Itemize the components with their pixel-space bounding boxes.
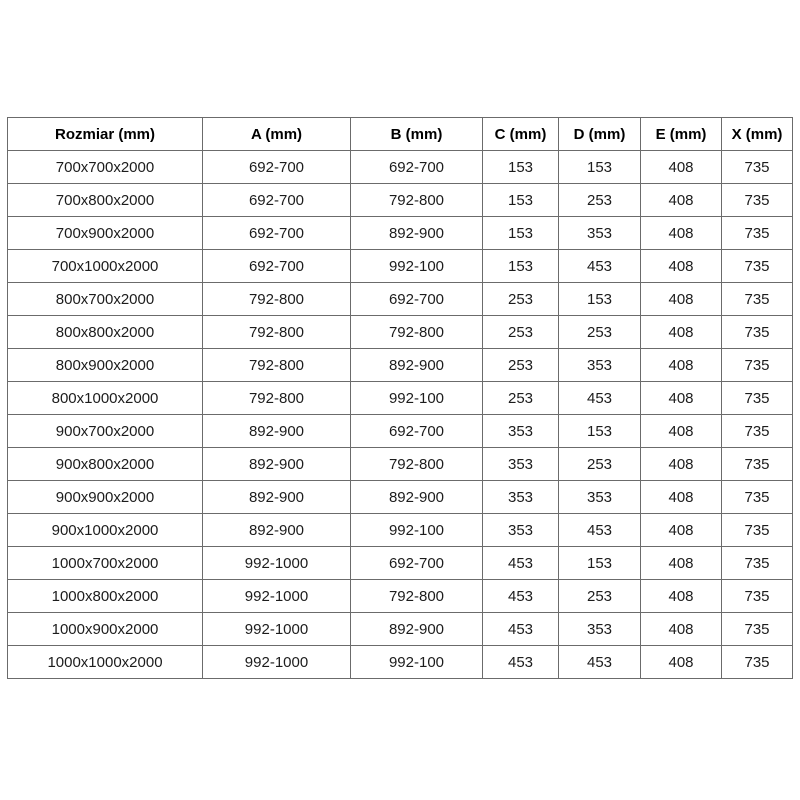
table-cell: 153 [559,547,641,580]
table-cell: 353 [483,481,559,514]
table-row [8,580,793,613]
table-cell: 792-800 [351,316,483,349]
table-row [8,283,793,316]
table-cell: 792-800 [351,580,483,613]
header-e: E (mm) [641,118,722,151]
table-cell: 700x900x2000 [8,217,203,250]
table-cell: 800x700x2000 [8,283,203,316]
table-cell: 353 [559,217,641,250]
table-cell: 153 [483,151,559,184]
table-cell: 253 [483,283,559,316]
table-cell: 900x700x2000 [8,415,203,448]
table-cell: 1000x900x2000 [8,613,203,646]
size-spec-table [7,117,793,679]
table-row [8,250,793,283]
table-cell: 892-900 [351,481,483,514]
table-cell: 735 [722,514,793,547]
table-cell: 453 [559,250,641,283]
table-row [8,514,793,547]
table-row [8,382,793,415]
header-a: A (mm) [203,118,351,151]
table-cell: 408 [641,382,722,415]
table-cell: 692-700 [203,250,351,283]
table-cell: 700x1000x2000 [8,250,203,283]
table-cell: 153 [559,415,641,448]
table-cell: 735 [722,349,793,382]
table-cell: 408 [641,613,722,646]
table-cell: 800x900x2000 [8,349,203,382]
table-row [8,646,793,679]
table-cell: 453 [559,646,641,679]
table-cell: 800x800x2000 [8,316,203,349]
table-cell: 735 [722,283,793,316]
table-cell: 353 [559,613,641,646]
table-cell: 900x900x2000 [8,481,203,514]
table-cell: 692-700 [203,151,351,184]
table-cell: 1000x700x2000 [8,547,203,580]
table-cell: 700x800x2000 [8,184,203,217]
table-cell: 992-1000 [203,613,351,646]
table-cell: 992-100 [351,514,483,547]
table-cell: 735 [722,415,793,448]
header-x: X (mm) [722,118,793,151]
table-cell: 453 [483,646,559,679]
table-cell: 735 [722,448,793,481]
table-cell: 408 [641,349,722,382]
table-cell: 253 [559,184,641,217]
table-cell: 892-900 [351,217,483,250]
table-cell: 800x1000x2000 [8,382,203,415]
table-cell: 253 [559,448,641,481]
table-cell: 408 [641,316,722,349]
table-cell: 408 [641,547,722,580]
table-cell: 353 [483,415,559,448]
table-cell: 735 [722,250,793,283]
table-cell: 992-1000 [203,646,351,679]
table-row [8,316,793,349]
table-cell: 353 [483,448,559,481]
table-cell: 735 [722,151,793,184]
table-cell: 1000x800x2000 [8,580,203,613]
table-cell: 408 [641,415,722,448]
table-cell: 408 [641,217,722,250]
table-cell: 792-800 [351,448,483,481]
table-cell: 153 [559,283,641,316]
table-cell: 792-800 [203,382,351,415]
table-cell: 153 [483,184,559,217]
table-cell: 700x700x2000 [8,151,203,184]
table-cell: 892-900 [351,349,483,382]
table-cell: 408 [641,250,722,283]
table-cell: 735 [722,580,793,613]
table-cell: 900x800x2000 [8,448,203,481]
size-table-container [7,117,793,679]
table-cell: 892-900 [203,415,351,448]
table-row [8,217,793,250]
table-cell: 253 [483,382,559,415]
table-cell: 792-800 [203,283,351,316]
table-cell: 253 [483,316,559,349]
header-c: C (mm) [483,118,559,151]
table-cell: 408 [641,283,722,316]
table-cell: 692-700 [351,415,483,448]
table-cell: 992-100 [351,382,483,415]
table-row [8,448,793,481]
table-cell: 892-900 [351,613,483,646]
table-cell: 735 [722,613,793,646]
table-cell: 735 [722,316,793,349]
table-cell: 408 [641,514,722,547]
table-cell: 692-700 [351,547,483,580]
table-cell: 253 [559,580,641,613]
table-cell: 453 [559,382,641,415]
header-row [8,118,793,151]
table-cell: 1000x1000x2000 [8,646,203,679]
table-cell: 735 [722,646,793,679]
table-cell: 353 [559,481,641,514]
table-row [8,349,793,382]
header-d: D (mm) [559,118,641,151]
header-rozmiar: Rozmiar (mm) [8,118,203,151]
table-cell: 253 [559,316,641,349]
table-cell: 353 [559,349,641,382]
table-cell: 453 [483,613,559,646]
table-cell: 892-900 [203,481,351,514]
table-cell: 792-800 [203,316,351,349]
table-row [8,415,793,448]
table-cell: 153 [483,250,559,283]
table-cell: 408 [641,481,722,514]
table-body [8,151,793,679]
table-row [8,151,793,184]
table-cell: 792-800 [203,349,351,382]
table-cell: 900x1000x2000 [8,514,203,547]
table-cell: 735 [722,217,793,250]
table-cell: 792-800 [351,184,483,217]
table-cell: 735 [722,547,793,580]
table-cell: 892-900 [203,448,351,481]
table-cell: 992-1000 [203,580,351,613]
table-cell: 692-700 [203,184,351,217]
table-cell: 892-900 [203,514,351,547]
table-cell: 453 [559,514,641,547]
table-cell: 353 [483,514,559,547]
table-cell: 735 [722,184,793,217]
table-cell: 408 [641,580,722,613]
table-cell: 408 [641,448,722,481]
table-cell: 692-700 [351,151,483,184]
table-cell: 153 [559,151,641,184]
table-row [8,547,793,580]
table-row [8,481,793,514]
table-cell: 453 [483,547,559,580]
table-row [8,184,793,217]
table-cell: 408 [641,646,722,679]
table-cell: 692-700 [203,217,351,250]
table-cell: 735 [722,382,793,415]
table-cell: 408 [641,184,722,217]
table-cell: 453 [483,580,559,613]
table-cell: 992-100 [351,646,483,679]
table-cell: 992-1000 [203,547,351,580]
table-cell: 735 [722,481,793,514]
header-b: B (mm) [351,118,483,151]
table-cell: 408 [641,151,722,184]
table-cell: 153 [483,217,559,250]
table-header [8,118,793,151]
table-cell: 253 [483,349,559,382]
table-row [8,613,793,646]
table-cell: 992-100 [351,250,483,283]
table-cell: 692-700 [351,283,483,316]
